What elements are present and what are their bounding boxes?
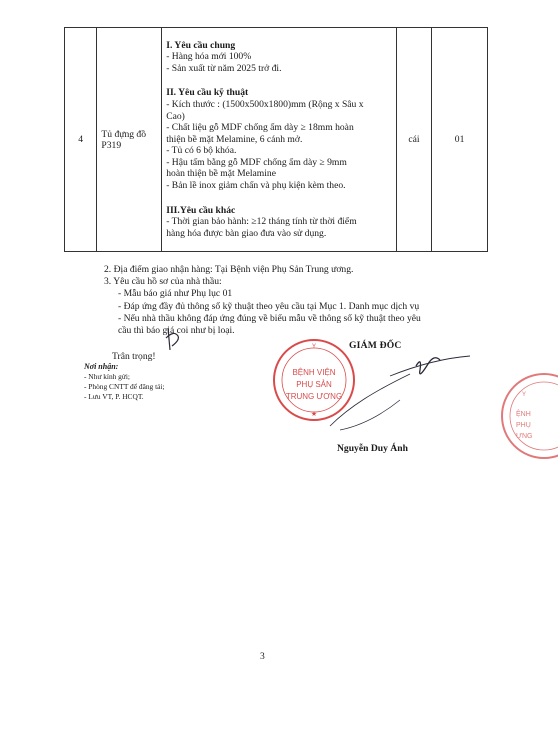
signature-scribble [320, 346, 480, 446]
stamp-line: TRUNG ƯƠNG [285, 392, 343, 401]
svg-text:PHỤ: PHỤ [516, 422, 531, 429]
requirement-item: - Đáp ứng đầy đủ thông số kỹ thuật theo yêu cầu tại Mục 1. Danh mục dịch vụ [118, 300, 420, 312]
item-quantity: 01 [432, 28, 488, 252]
delivery-location: 2. Địa điểm giao nhận hàng: Tại Bệnh viện Phụ Sản Trung ương. [104, 264, 354, 275]
section-general-title: I. Yêu cầu chung [166, 39, 236, 51]
desc-line: - Hậu tấm bằng gỗ MDF chống ẩm dày ≥ 9mm [166, 156, 347, 168]
greeting: Trân trọng! [112, 351, 156, 362]
desc-line: hoàn thiện bề mặt Melamine [166, 168, 276, 180]
item-name-line2: P319 [101, 139, 122, 151]
recipients-heading: Nơi nhận: [84, 362, 119, 371]
desc-line: - Hàng hóa mới 100% [166, 51, 252, 63]
section-other-title: III.Yêu cầu khác [166, 204, 236, 216]
svg-text:★: ★ [310, 411, 318, 418]
stamp-line: PHỤ SẢN [296, 380, 332, 389]
recipient-line: - Phòng CNTT để đăng tải; [84, 382, 165, 391]
signer-name: Nguyễn Duy Ánh [337, 443, 408, 454]
desc-line: - Bản lề inox giảm chấn và phụ kiện kèm theo. [166, 180, 346, 192]
desc-line: - Chất liệu gỗ MDF chống ẩm dày ≥ 18mm hoàn [166, 122, 354, 134]
requirement-item: - Mẫu báo giá như Phụ lục 01 [118, 288, 233, 300]
table-row [65, 28, 488, 252]
desc-line: - Sản xuất từ năm 2025 trở đi. [166, 62, 282, 74]
svg-text:ƯNG: ƯNG [516, 433, 533, 440]
desc-line: hàng hóa được bàn giao đưa vào sử dụng. [166, 227, 327, 239]
section-technical-title: II. Yêu cầu kỹ thuật [166, 87, 249, 99]
svg-text:Y: Y [522, 392, 527, 398]
item-unit: cái [396, 28, 432, 252]
requirement-item: - Nếu nhà thầu không đáp ứng đúng về biểu mẫu về thông số kỹ thuật theo yêu [118, 312, 421, 324]
item-description [162, 28, 396, 252]
svg-text:ỆNH: ỆNH [516, 411, 531, 418]
spec-table [64, 27, 488, 252]
recipients-block [84, 362, 165, 402]
recipient-line: - Như kính gửi; [84, 372, 130, 381]
bidder-requirements: 3. Yêu cầu hồ sơ của nhà thầu: [104, 276, 222, 288]
recipient-line: - Lưu VT, P. HCQT. [84, 392, 144, 401]
svg-text:Y: Y [311, 344, 317, 350]
item-name [97, 28, 162, 252]
initial-scribble [160, 324, 190, 354]
desc-line: - Tủ có 6 bộ khóa. [166, 145, 237, 157]
desc-line: - Kích thước : (1500x500x1800)mm (Rộng x Sâu x [166, 98, 364, 110]
page-number: 3 [260, 651, 265, 662]
desc-line: - Thời gian bảo hành: ≥12 tháng tính từ thời điểm [166, 216, 357, 228]
requirement-item-cont: cầu thì báo giá coi như bị loại. [118, 325, 235, 337]
item-name-line1: Tủ đựng đồ [101, 128, 147, 140]
desc-line: thiện bề mặt Melamine, 6 cánh mở. [166, 133, 303, 145]
director-title: GIÁM ĐỐC [349, 340, 402, 351]
row-index: 4 [65, 28, 97, 252]
stamp-line: BỆNH VIỆN [292, 368, 336, 377]
partial-stamp [498, 366, 558, 466]
desc-line: Cao) [166, 110, 185, 122]
